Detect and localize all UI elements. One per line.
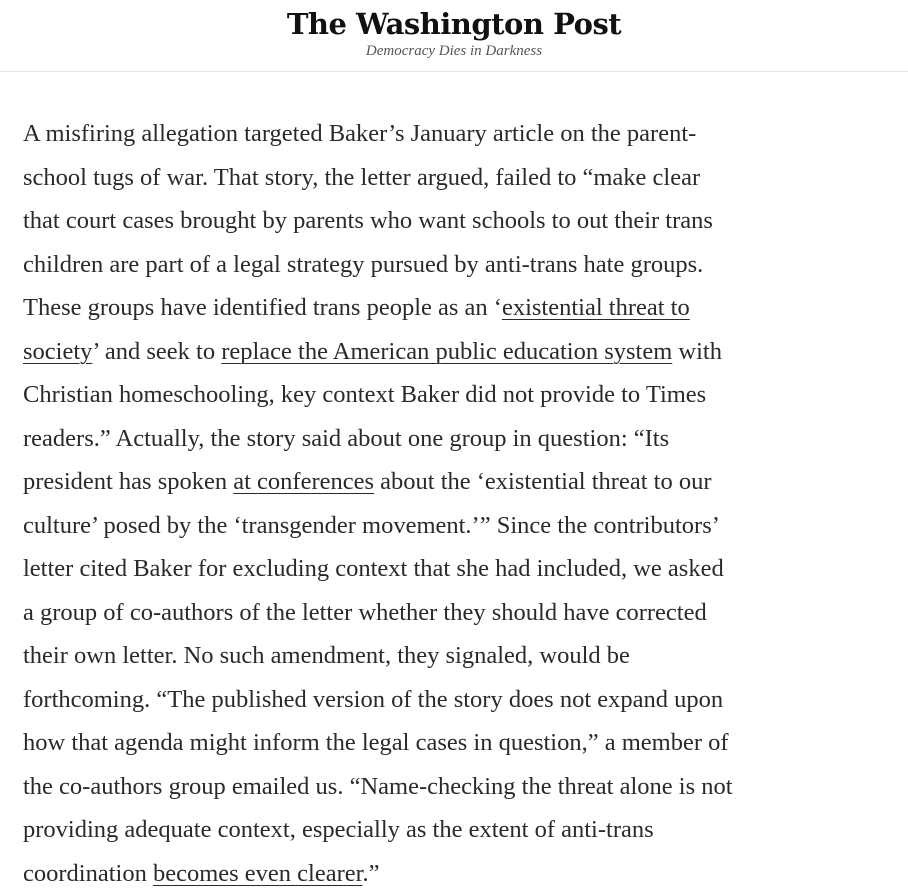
article-line [23,417,903,461]
article-text: letter cited Baker for excluding context that she had included, we asked [23,555,724,582]
article-line [23,808,903,852]
article-text: president has spoken [23,468,233,495]
article-line [23,721,903,765]
article-text: with [672,338,722,365]
article-text: providing adequate context, especially as the extent of anti-trans [23,816,654,843]
washington-post-logo[interactable]: The Washington Post [0,4,908,44]
article-text: a group of co-authors of the letter whether they should have corrected [23,599,707,626]
article-text: forthcoming. “The published version of the story does not expand upon [23,686,723,713]
article-line [23,330,903,374]
article-line [23,547,903,591]
article-line [23,591,903,635]
article-line [23,199,903,243]
article-text: These groups have identified trans people as an ‘ [23,294,502,321]
article-line [23,112,903,156]
article-line [23,373,903,417]
article-text: coordination [23,860,153,887]
article-text: their own letter. No such amendment, they signaled, would be [23,642,630,669]
article-line [23,156,903,200]
article-text: how that agenda might inform the legal cases in question,” a member of [23,729,729,756]
article-line [23,504,903,548]
article-line [23,765,903,809]
link-society[interactable]: society [23,338,92,365]
article-line [23,460,903,504]
article-text: that court cases brought by parents who want schools to out their trans [23,207,713,234]
link-replace-public-education[interactable]: replace the American public education system [221,338,672,365]
article-text: about the ‘existential threat to our [374,468,711,495]
link-existential-threat[interactable]: existential threat to [502,294,690,321]
article-text: A misfiring allegation targeted Baker’s January article on the parent- [23,120,696,147]
article-text: ’ and seek to [92,338,221,365]
article-text: school tugs of war. That story, the letter argued, failed to “make clear [23,164,700,191]
article-line [23,286,903,330]
article-text: readers.” Actually, the story said about one group in question: “Its [23,425,669,452]
link-at-conferences[interactable]: at conferences [233,468,374,495]
article-body [23,112,903,895]
article-line [23,634,903,678]
article-text: culture’ posed by the ‘transgender movement.’” Since the contributors’ [23,512,720,539]
article-line [23,678,903,722]
article-line [23,852,903,895]
article-text: .” [362,860,379,887]
article-line [23,243,903,287]
article-text: Christian homeschooling, key context Baker did not provide to Times [23,381,706,408]
masthead [0,0,908,72]
masthead-tagline: Democracy Dies in Darkness [0,41,908,61]
link-becomes-even-clearer[interactable]: becomes even clearer [153,860,362,887]
article-text: children are part of a legal strategy pursued by anti-trans hate groups. [23,251,703,278]
article-text: the co-authors group emailed us. “Name-checking the threat alone is not [23,773,733,800]
